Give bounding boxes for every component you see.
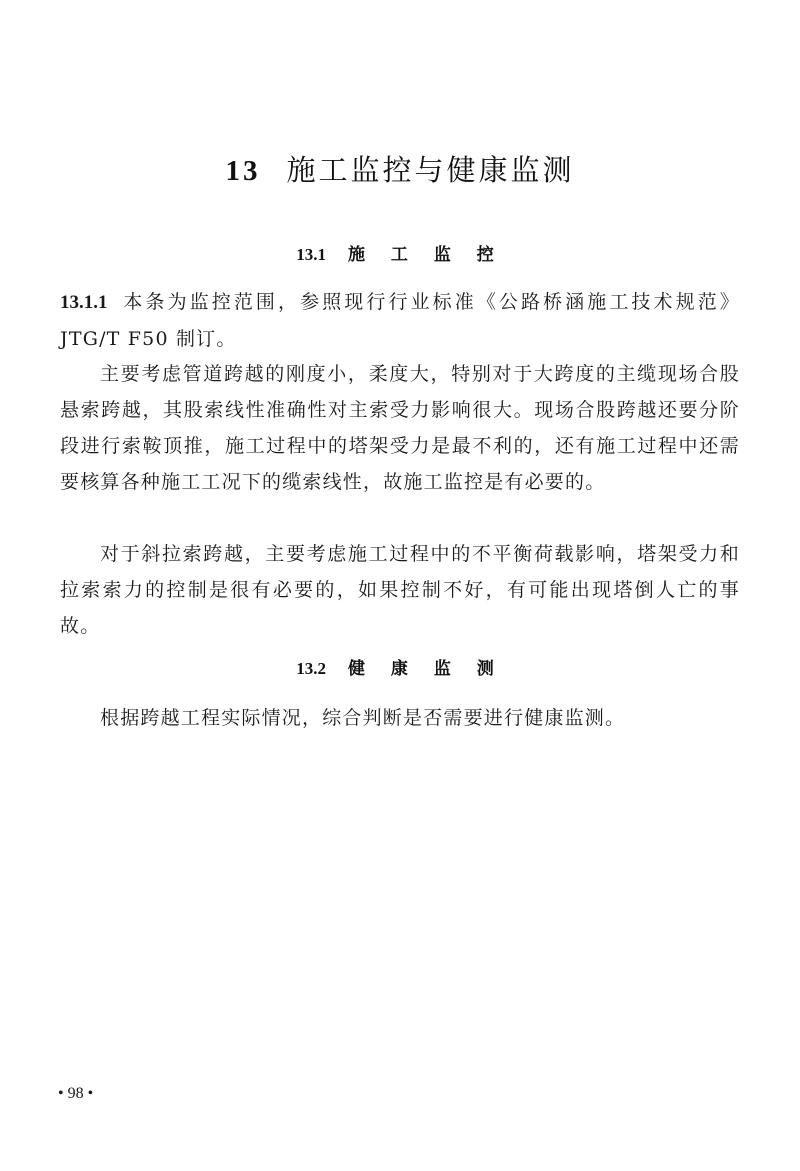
chapter-title [0,148,800,189]
section-heading-13-2 [0,654,800,679]
paragraph-cable-stayed: 对于斜拉索跨越，主要考虑施工过程中的不平衡荷载影响，塔架受力和拉索索力的控制是很有必要的，如果控制不好，有可能出现塔倒人亡的事故。 [60,543,740,637]
section-title-text: 健 康 监 测 [347,659,504,679]
chapter-number: 13 [225,155,261,187]
paragraph-suspension: 主要考虑管道跨越的刚度小，柔度大，特别对于大跨度的主缆现场合股悬索跨越，其股索线性准确性对主索受力影响很大。现场合股跨越还要分阶段进行索鞍顶推，施工过程中的塔架受力是最不利的，还有施工过程中还需要核算各种施工工况下的缆索线性，故施工监控是有必要的。 [60,363,740,493]
clause-number: 13.1.1 [60,292,108,313]
section-title-text: 施 工 监 控 [347,245,504,265]
chapter-title-text: 施工监控与健康监测 [286,153,575,187]
section-number: 13.1 [296,245,326,264]
clause-13-1-1 [60,284,740,357]
section-number: 13.2 [296,659,326,678]
page-number: • 98 • [58,1085,94,1102]
paragraph-text: 本条为监控范围，参照现行行业标准《公路桥涵施工技术规范》JTG/T F50 制订。 [60,291,740,350]
paragraph-health-monitoring: 根据跨越工程实际情况，综合判断是否需要进行健康监测。 [100,707,626,729]
section-heading-13-1 [0,240,800,265]
